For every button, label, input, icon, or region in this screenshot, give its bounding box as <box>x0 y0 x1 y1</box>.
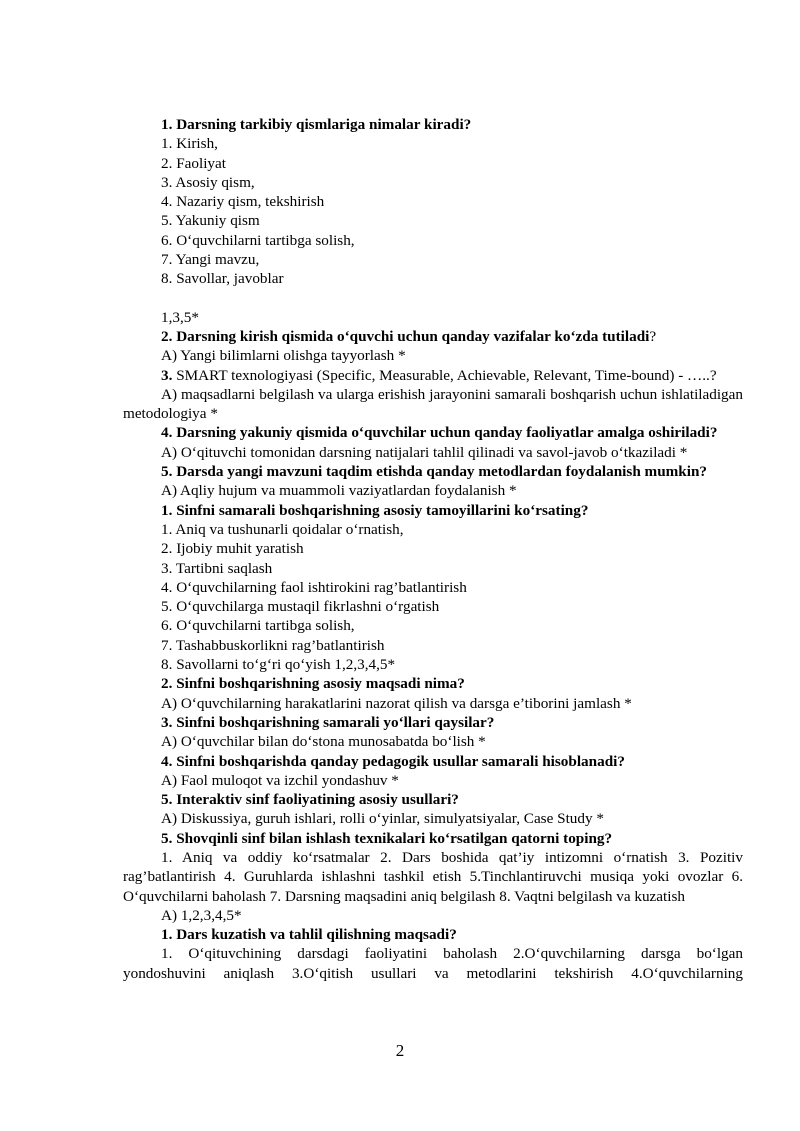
text-line: 6. O‘quvchilarni tartibga solish, <box>161 617 355 635</box>
text-paragraph: 1. Aniq va oddiy ko‘rsatmalar 2. Dars boshida qat’iy intizomni o‘rnatish 3. Pozitiv rag’batlantirish 4. Guruhlarda ishlashni tashkil etish 5.Tinchlantiruvchi musiqa yoki ovozlar 6. O‘quvchilarni baholash 7. Darsning maqsadini aniq belgilash 8. Vaqtni belgilash va kuzatish <box>123 848 743 905</box>
question-heading: 3. Sinfni boshqarishning samarali yo‘llari qaysilar? <box>161 713 495 731</box>
text-line: 8. Savollarni to‘g‘ri qo‘yish 1,2,3,4,5* <box>161 656 396 674</box>
question-heading: 5. Shovqinli sinf bilan ishlash texnikalari ko‘rsatilgan qatorni toping? <box>161 829 613 847</box>
question-heading: 5. Interaktiv sinf faoliyatining asosiy usullari? <box>161 791 459 809</box>
text-line: 1. Aniq va tushunarli qoidalar o‘rnatish, <box>161 520 404 538</box>
text-line: A) Faol muloqot va izchil yondashuv * <box>161 771 399 789</box>
text-line: 6. O‘quvchilarni tartibga solish, <box>161 231 355 249</box>
question-plain-part: SMART texnologiyasi (Specific, Measurable, Achievable, Relevant, Time-bound) - …..? <box>172 366 717 384</box>
text-line: 8. Savollar, javoblar <box>161 270 284 288</box>
question-heading: 1. Darsning tarkibiy qismlariga nimalar kiradi? <box>161 116 472 133</box>
text-line: 5. Yakuniy qism <box>161 212 260 230</box>
text-paragraph: A) maqsadlarni belgilash va ularga erishish jarayonini samarali boshqarish uchun ishlatiladigan metodologiya * <box>123 385 743 423</box>
text-paragraph: 1. O‘qituvchining darsdagi faoliyatini baholash 2.O‘quvchilarning darsga bo‘lgan yondoshuvini aniqlash 3.O‘qitish usullari va metodlarini tekshirish 4.O‘quvchilarning <box>123 945 743 982</box>
question-heading: 4. Sinfni boshqarishda qanday pedagogik usullar samarali hisoblanadi? <box>161 752 625 770</box>
text-line: 4. O‘quvchilarning faol ishtirokini rag’batlantirish <box>161 578 467 596</box>
text-line: A) Aqliy hujum va muammoli vaziyatlardan foydalanish * <box>161 482 517 500</box>
document-body <box>123 115 743 983</box>
question-heading: 4. Darsning yakuniy qismida o‘quvchilar uchun qanday faoliyatlar amalga oshiriladi? <box>161 424 718 442</box>
question-heading: 1. Dars kuzatish va tahlil qilishning maqsadi? <box>161 926 457 944</box>
text-line: A) O‘qituvchi tomonidan darsning natijalari tahlil qilinadi va savol-javob o‘tkaziladi * <box>161 443 688 461</box>
question-heading: 1. Sinfni samarali boshqarishning asosiy tamoyillarini ko‘rsating? <box>161 501 589 519</box>
text-line: 5. O‘quvchilarga mustaqil fikrlashni o‘rgatish <box>161 598 440 616</box>
question-heading <box>123 327 743 346</box>
question-heading <box>123 366 743 385</box>
text-line: 7. Tashabbuskorlikni rag’batlantirish <box>161 636 385 654</box>
blank-line <box>123 289 743 308</box>
text-line: 7. Yangi mavzu, <box>161 251 260 269</box>
text-line: 3. Asosiy qism, <box>161 173 255 191</box>
text-line: 2. Faoliyat <box>161 154 226 172</box>
text-line: A) 1,2,3,4,5* <box>161 906 242 924</box>
question-bold-part: 2. Darsning kirish qismida o‘quvchi uchun qanday vazifalar ko‘zda tutiladi <box>161 327 650 345</box>
text-line: A) Diskussiya, guruh ishlari, rolli o‘yinlar, simulyatsiyalar, Case Study * <box>161 810 604 828</box>
text-line: 1,3,5* <box>161 308 199 326</box>
text-line: 2. Ijobiy muhit yaratish <box>161 540 304 558</box>
text-line: 3. Tartibni saqlash <box>161 559 273 577</box>
page-number: 2 <box>395 1041 405 1060</box>
text-line: A) Yangi bilimlarni olishga tayyorlash * <box>161 347 406 365</box>
question-heading: 5. Darsda yangi mavzuni taqdim etishda qanday metodlardan foydalanish mumkin? <box>161 463 708 481</box>
text-line: A) O‘quvchilar bilan do‘stona munosabatda bo‘lish * <box>161 733 486 751</box>
text-line: 4. Nazariy qism, tekshirish <box>161 193 325 211</box>
question-plain-part: ? <box>649 327 657 345</box>
question-heading: 2. Sinfni boshqarishning asosiy maqsadi nima? <box>161 675 465 693</box>
question-bold-part: 3. <box>161 366 173 384</box>
text-line: A) O‘quvchilarning harakatlarini nazorat qilish va darsga e’tiborini jamlash * <box>161 694 632 712</box>
text-line: 1. Kirish, <box>161 135 218 153</box>
